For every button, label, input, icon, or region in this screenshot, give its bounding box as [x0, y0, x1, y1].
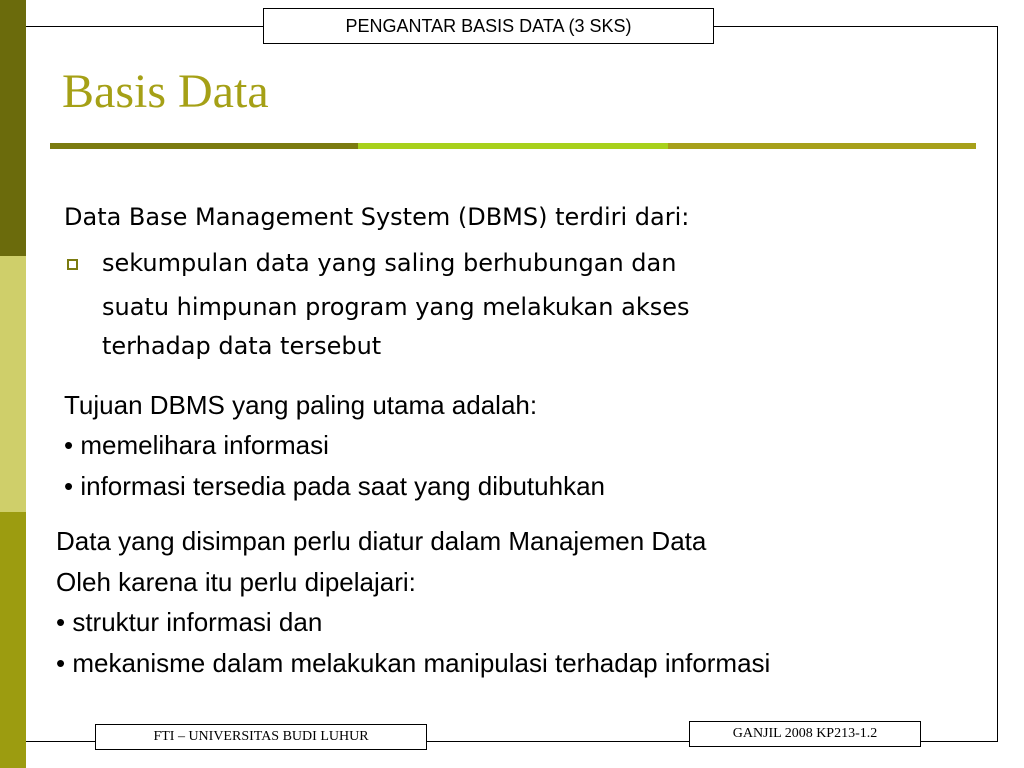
sidebar-stripe-middle [0, 256, 26, 512]
footer-institution: FTI – UNIVERSITAS BUDI LUHUR [95, 724, 427, 750]
mgmt-line-2: Oleh karena itu perlu dipelajari: [56, 567, 416, 597]
dbms-item-2-line-2: terhadap data tersebut [102, 332, 382, 360]
dbms-item-1: sekumpulan data yang saling berhubungan dan [102, 249, 677, 277]
goal-heading: Tujuan DBMS yang paling utama adalah: [64, 390, 538, 420]
goal-item: • memelihara informasi [64, 430, 329, 460]
mgmt-item: • struktur informasi dan [56, 607, 323, 637]
dbms-item-2-line-1: suatu himpunan program yang melakukan akses [102, 293, 690, 321]
sidebar-stripe-bottom [0, 512, 26, 768]
title-rule-segment-3 [668, 143, 976, 149]
sidebar-stripe-top [0, 0, 26, 256]
mgmt-item: • mekanisme dalam melakukan manipulasi terhadap informasi [56, 648, 771, 678]
dbms-intro: Data Base Management System (DBMS) terdiri dari: [64, 203, 690, 231]
goal-item: • informasi tersedia pada saat yang dibutuhkan [64, 471, 605, 501]
slide-title: Basis Data [62, 65, 269, 118]
square-bullet-icon [67, 259, 78, 270]
title-rule-segment-1 [50, 143, 358, 149]
course-header: PENGANTAR BASIS DATA (3 SKS) [263, 8, 714, 44]
title-rule-segment-2 [358, 143, 668, 149]
footer-course-code: GANJIL 2008 KP213-1.2 [689, 721, 921, 747]
mgmt-line-1: Data yang disimpan perlu diatur dalam Manajemen Data [56, 526, 707, 556]
